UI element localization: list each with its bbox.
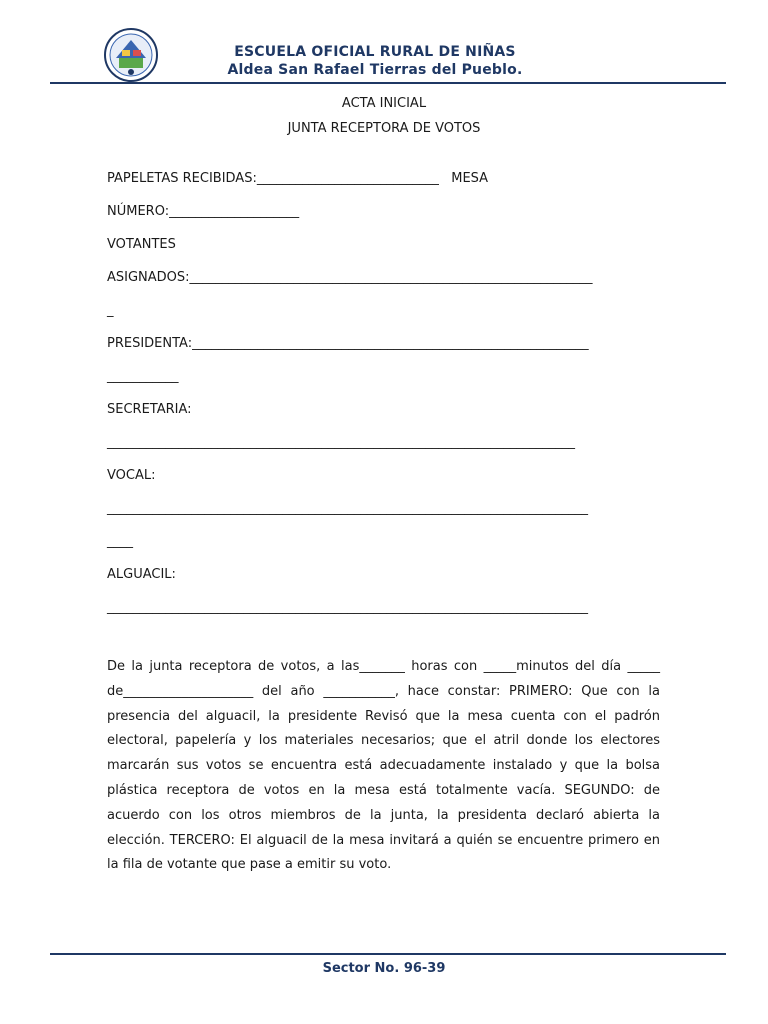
secretaria-line: ________________________________________________________________________ — [107, 435, 575, 450]
secretaria-label: SECRETARIA: — [107, 402, 192, 417]
vocal-continuation: ____ — [107, 534, 133, 549]
alguacil-label: ALGUACIL: — [107, 567, 176, 582]
footer-sector: Sector No. 96-39 — [322, 961, 446, 976]
header-rule — [50, 82, 726, 84]
document-title: ACTA INICIAL — [341, 96, 427, 111]
document-subtitle: JUNTA RECEPTORA DE VOTOS — [287, 121, 481, 136]
presidenta-continuation: ___________ — [107, 369, 179, 384]
school-location: Aldea San Rafael Tierras del Pueblo. — [227, 62, 523, 78]
votantes-label: VOTANTES — [107, 237, 176, 252]
asignados-field: ASIGNADOS:______________________________________________________________ — [107, 270, 593, 285]
alguacil-line: __________________________________________________________________________ — [107, 600, 588, 615]
asignados-continuation: _ — [107, 303, 114, 318]
footer-rule — [50, 953, 726, 955]
papeletas-field: PAPELETAS RECIBIDAS:____________________________ MESA — [107, 171, 489, 186]
vocal-label: VOCAL: — [107, 468, 156, 483]
school-seal-icon — [104, 28, 158, 82]
acta-paragraph: De la junta receptora de votos, a las_______ horas con _____minutos del día _____ de____________________ del año ___________, hace constar: PRIMERO: Que con la presencia del alguacil, la presidente Revisó que la mesa cuenta con el padrón electoral, papelería y los materiales necesarios; que el atril donde los electores marcarán sus votos se encuentra está adecuadamente instalado y que la bolsa plástica receptora de votos en la mesa está totalmente vacía. SEGUNDO: de acuerdo con los otros miembros de la junta, la presidenta declaró abierta la elección. TERCERO: El alguacil de la mesa invitará a quién se encuentre primero en la fila de votante que pase a emitir su voto. — [107, 659, 660, 873]
school-name: ESCUELA OFICIAL RURAL DE NIÑAS — [234, 44, 516, 60]
vocal-line: __________________________________________________________________________ — [107, 501, 588, 516]
presidenta-field: PRESIDENTA:_____________________________________________________________ — [107, 336, 589, 351]
numero-field: NÚMERO:____________________ — [107, 204, 300, 219]
